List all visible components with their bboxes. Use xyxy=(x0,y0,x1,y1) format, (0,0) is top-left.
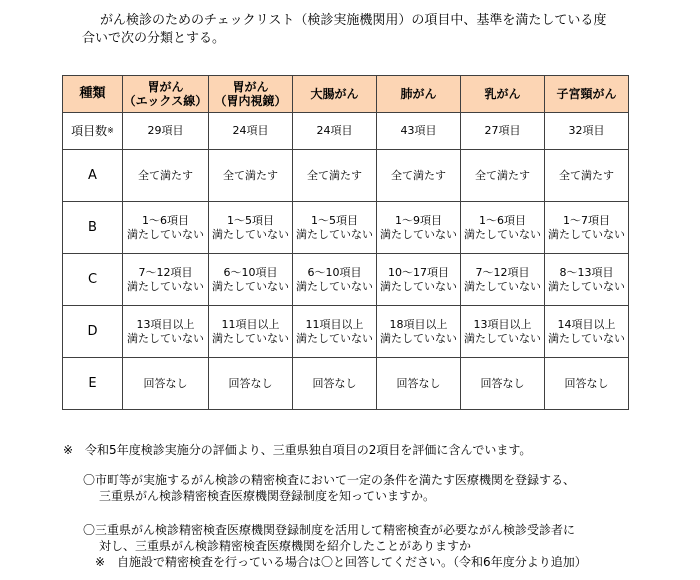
grade-cell-line1: 回答なし xyxy=(228,376,273,390)
grade-cell-line1: 1～6項目 xyxy=(142,213,189,227)
question-2-note: ※ 自施設で精密検査を行っている場合は〇と回答してください。（令和6年度分より追加） xyxy=(95,555,587,569)
grade-cell-line2: 満たしていない xyxy=(296,279,373,293)
grade-cell-line2: 満たしていない xyxy=(548,331,625,345)
grade-cell-line2: 満たしていない xyxy=(548,227,625,241)
grade-label: E xyxy=(63,358,123,410)
grade-cell xyxy=(461,306,545,358)
grade-cell-line2: 満たしていない xyxy=(127,227,204,241)
count-cell: 27項目 xyxy=(461,113,545,150)
grade-cell-line1: 11項目以上 xyxy=(221,317,280,331)
grade-cell xyxy=(293,254,377,306)
grade-label: A xyxy=(63,150,123,202)
grade-cell-line1: 回答なし xyxy=(396,376,441,390)
grade-row-b xyxy=(63,202,629,254)
header-col-line2: （胃内視鏡） xyxy=(214,94,287,108)
notes-section xyxy=(63,442,683,570)
grade-cell xyxy=(545,202,629,254)
grade-cell-line1: 13項目以上 xyxy=(473,317,532,331)
grade-cell xyxy=(377,306,461,358)
grade-row-a xyxy=(63,150,629,202)
grade-cell xyxy=(209,150,293,202)
grade-label: D xyxy=(63,306,123,358)
count-cell: 32項目 xyxy=(545,113,629,150)
grade-row-d xyxy=(63,306,629,358)
grade-cell xyxy=(461,150,545,202)
grade-cell-line1: 7～12項目 xyxy=(475,265,530,279)
grade-cell xyxy=(293,306,377,358)
grade-cell-line2: 満たしていない xyxy=(380,227,457,241)
count-cell: 43項目 xyxy=(377,113,461,150)
header-col-line1: 胃がん xyxy=(147,80,184,94)
question-2-line-1: 〇三重県がん検診精密検査医療機関登録制度を活用して精密検査が必要ながん検診受診者に xyxy=(83,523,576,537)
grade-cell-line1: 回答なし xyxy=(564,376,609,390)
grade-label: B xyxy=(63,202,123,254)
grade-cell xyxy=(545,254,629,306)
grade-cell-line2: 満たしていない xyxy=(380,331,457,345)
header-col xyxy=(123,76,209,113)
grade-cell xyxy=(545,306,629,358)
classification-table xyxy=(62,75,629,410)
grade-cell-line1: 回答なし xyxy=(480,376,525,390)
grade-cell-line1: 10～17項目 xyxy=(388,265,449,279)
grade-cell-line2: 満たしていない xyxy=(296,227,373,241)
grade-cell xyxy=(377,254,461,306)
intro-text xyxy=(82,12,642,48)
intro-line-2: 合いで次の分類とする。 xyxy=(82,31,226,46)
count-mark: ※ xyxy=(107,126,114,135)
header-row xyxy=(63,76,629,113)
count-cell: 24項目 xyxy=(209,113,293,150)
count-cell: 29項目 xyxy=(123,113,209,150)
grade-cell-line1: 14項目以上 xyxy=(557,317,616,331)
grade-cell xyxy=(377,202,461,254)
grade-cell-line2: 満たしていない xyxy=(296,331,373,345)
grade-cell-line1: 18項目以上 xyxy=(389,317,448,331)
grade-cell-line2: 満たしていない xyxy=(464,227,541,241)
grade-cell-line1: 全て満たす xyxy=(307,168,362,182)
grade-cell xyxy=(293,358,377,410)
grade-cell xyxy=(545,358,629,410)
grade-cell-line2: 満たしていない xyxy=(548,279,625,293)
grade-cell xyxy=(377,358,461,410)
grade-cell-line1: 回答なし xyxy=(312,376,357,390)
grade-cell xyxy=(545,150,629,202)
grade-cell xyxy=(123,150,209,202)
grade-cell-line1: 6～10項目 xyxy=(307,265,362,279)
grade-cell-line1: 1～6項目 xyxy=(479,213,526,227)
grade-cell-line1: 全て満たす xyxy=(475,168,530,182)
grade-cell xyxy=(209,254,293,306)
question-1-line-2: 三重県がん検診精密検査医療機関登録制度を知っていますか。 xyxy=(99,489,436,503)
grade-cell-line1: 回答なし xyxy=(143,376,188,390)
grade-cell-line2: 満たしていない xyxy=(212,279,289,293)
grade-cell-line2: 満たしていない xyxy=(212,331,289,345)
grade-cell-line1: 全て満たす xyxy=(559,168,614,182)
grade-cell-line2: 満たしていない xyxy=(127,279,204,293)
header-col xyxy=(377,76,461,113)
header-col-line1: 子宮頸がん xyxy=(556,87,617,101)
grade-cell xyxy=(209,202,293,254)
grade-cell xyxy=(293,150,377,202)
count-label: 項目数 xyxy=(71,124,108,138)
grade-cell xyxy=(461,358,545,410)
grade-label: C xyxy=(63,254,123,306)
grade-cell-line2: 満たしていない xyxy=(464,331,541,345)
count-label-cell xyxy=(63,113,123,150)
header-col xyxy=(293,76,377,113)
grade-cell xyxy=(293,202,377,254)
grade-cell xyxy=(209,358,293,410)
grade-row-c xyxy=(63,254,629,306)
grade-cell-line1: 7～12項目 xyxy=(138,265,193,279)
grade-cell-line1: 1～9項目 xyxy=(395,213,442,227)
grade-cell xyxy=(209,306,293,358)
grade-cell-line1: 1～7項目 xyxy=(563,213,610,227)
grade-cell-line2: 満たしていない xyxy=(464,279,541,293)
grade-cell-line1: 8～13項目 xyxy=(559,265,614,279)
header-col-line1: 胃がん xyxy=(232,80,269,94)
grade-cell-line1: 1～5項目 xyxy=(227,213,274,227)
grade-cell-line1: 全て満たす xyxy=(391,168,446,182)
note-evaluation: ※ 令和5年度検診実施分の評価より、三重県独自項目の2項目を評価に含んでいます。 xyxy=(63,443,532,457)
count-cell: 24項目 xyxy=(293,113,377,150)
header-col-line1: 乳がん xyxy=(484,87,521,101)
header-col-line1: 大腸がん xyxy=(310,87,359,101)
grade-cell xyxy=(123,202,209,254)
grade-cell-line1: 11項目以上 xyxy=(305,317,364,331)
header-kind: 種類 xyxy=(63,76,123,113)
grade-row-e xyxy=(63,358,629,410)
grade-cell xyxy=(461,254,545,306)
grade-cell-line1: 全て満たす xyxy=(138,168,193,182)
header-col xyxy=(209,76,293,113)
intro-line-1: がん検診のためのチェックリスト（検診実施機関用）の項目中、基準を満たしている度 xyxy=(100,13,607,28)
grade-cell-line1: 13項目以上 xyxy=(136,317,195,331)
grade-cell-line1: 1～5項目 xyxy=(311,213,358,227)
grade-cell xyxy=(123,254,209,306)
header-col-line1: 肺がん xyxy=(400,87,437,101)
header-col xyxy=(461,76,545,113)
grade-cell xyxy=(123,306,209,358)
grade-cell-line2: 満たしていない xyxy=(380,279,457,293)
header-col xyxy=(545,76,629,113)
grade-cell xyxy=(461,202,545,254)
grade-cell xyxy=(377,150,461,202)
grade-cell-line2: 満たしていない xyxy=(212,227,289,241)
question-2-line-2: 対し、三重県がん検診精密検査医療機関を紹介したことがありますか xyxy=(99,539,472,553)
grade-cell xyxy=(123,358,209,410)
grade-cell-line1: 6～10項目 xyxy=(223,265,278,279)
header-col-line2: （エックス線） xyxy=(123,94,208,108)
count-row xyxy=(63,113,629,150)
grade-cell-line1: 全て満たす xyxy=(223,168,278,182)
grade-cell-line2: 満たしていない xyxy=(127,331,204,345)
question-1-line-1: 〇市町等が実施するがん検診の精密検査において一定の条件を満たす医療機関を登録する、 xyxy=(83,473,576,487)
